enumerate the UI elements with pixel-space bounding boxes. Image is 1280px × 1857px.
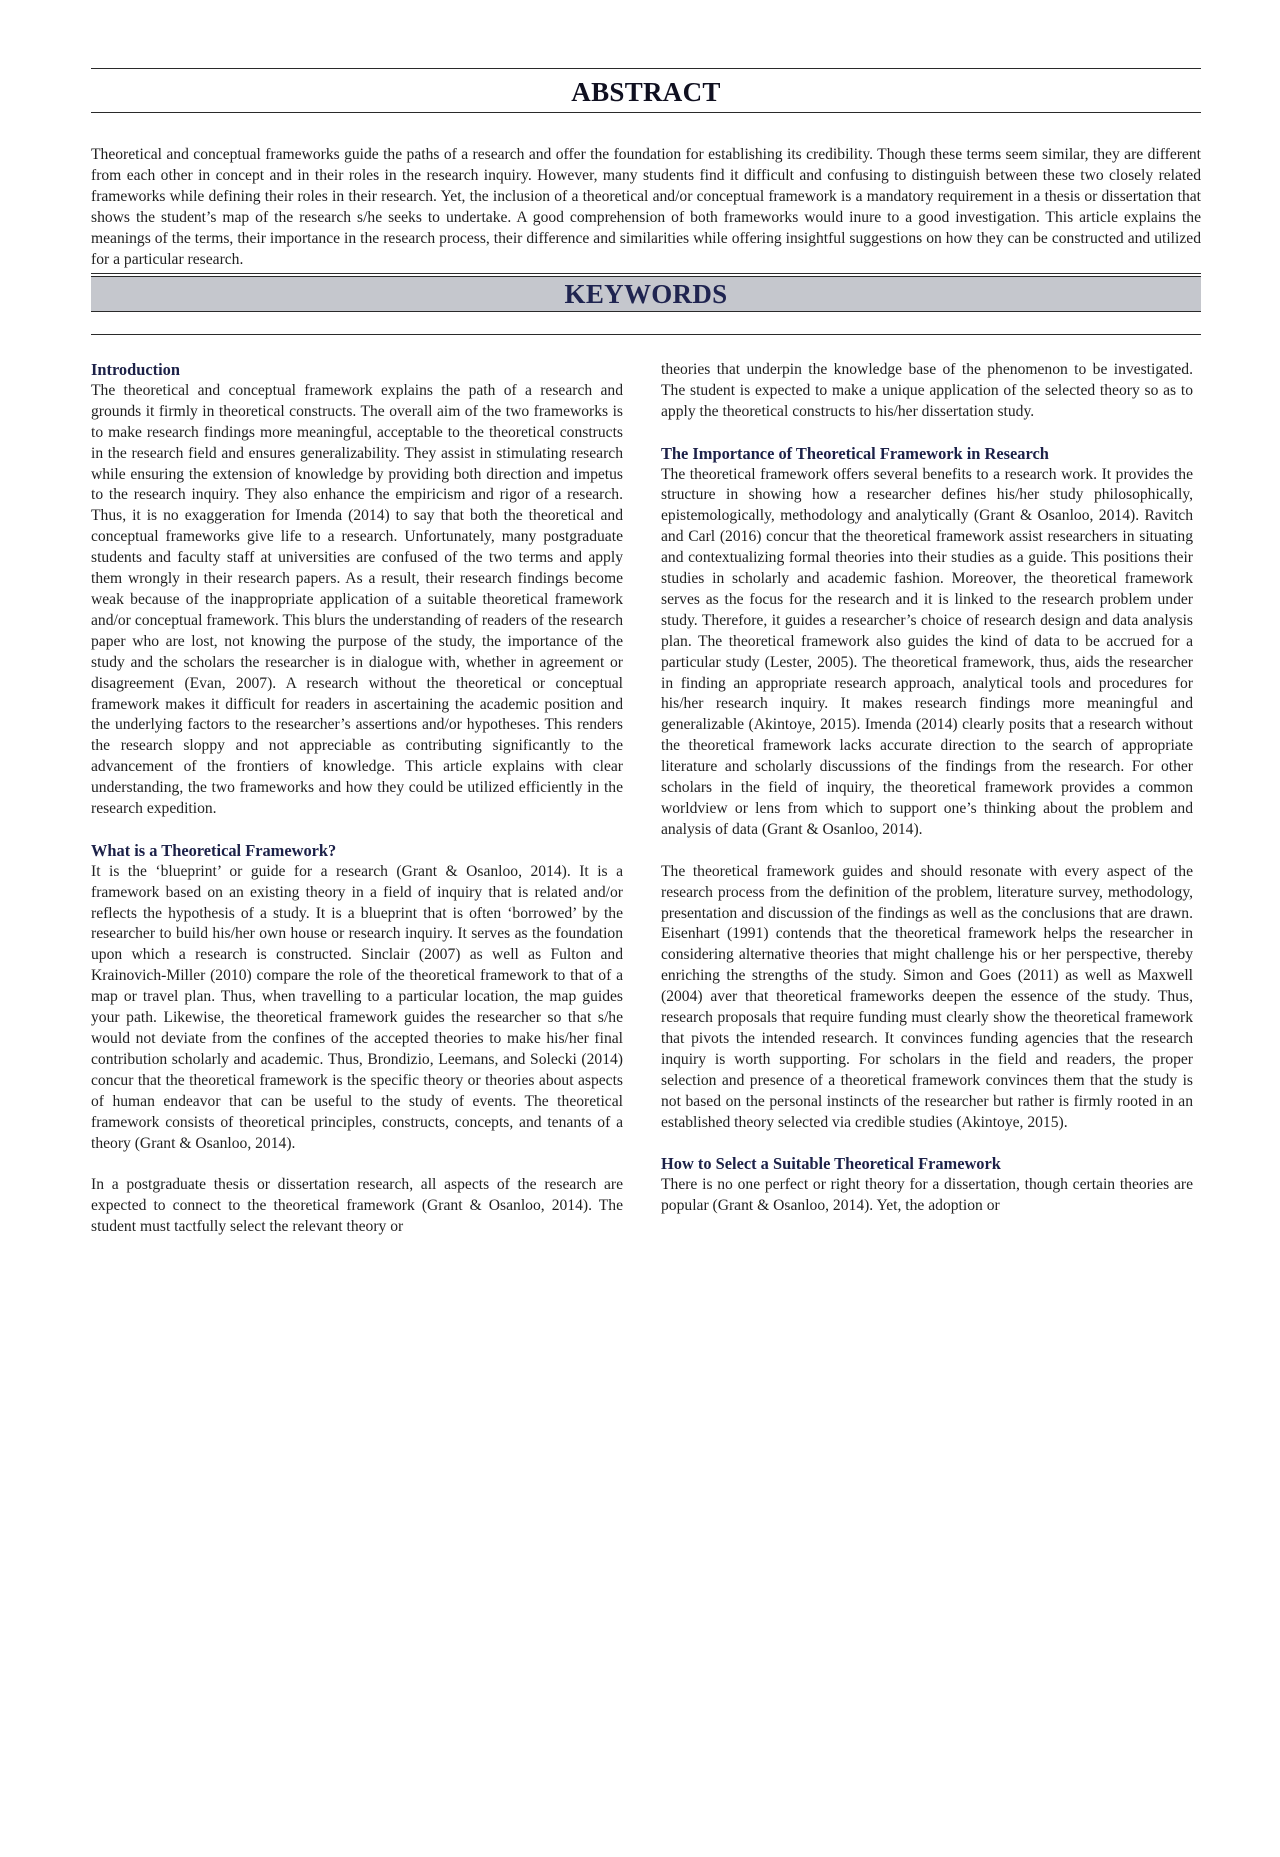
continued-paragraph: theories that underpin the knowledge base of the phenomenon to be investigated. The student is expected to make a unique application of the selected theory so as to apply the theoretical constructs to his/her dissertation study. [661, 361, 1193, 420]
abstract-text: Theoretical and conceptual frameworks guide the paths of a research and offer the foundation for establishing its credibility. Though these terms seem similar, they are different from each other in concept and in their roles in the research inquiry. However, many students find it difficult and confusing to distinguish between these two closely related frameworks while defining their roles in their research. Yet, the inclusion of a theoretical and/or conceptual framework is a mandatory requirement in a thesis or dissertation that shows the student’s map of the research s/he seeks to undertake. A good comprehension of both frameworks would inure to a good investigation. This article explains the meanings of the terms, their importance in the research process, their difference and similarities while offering insightful suggestions on how they can be constructed and utilized for a particular research. [91, 146, 1201, 268]
postgraduate-paragraph: In a postgraduate thesis or dissertation research, all aspects of the research are expected to connect to the theoretical framework (Grant & Osanloo, 2014). The student must tactfully select the relevant theory or [91, 1176, 623, 1236]
keywords-title: KEYWORDS [564, 279, 728, 310]
what-is-theoretical-framework-text: It is the ‘blueprint’ or guide for a research (Grant & Osanloo, 2014). It is a framework based on an existing theory in a field of inquiry that is related and/or reflects the hypothesis of a study. It is a blueprint that is often ‘borrowed’ by the researcher to build his/her own house or research inquiry. It serves as the foundation upon which a research is constructed. Sinclair (2007) as well as Fulton and Krainovich-Miller (2010) compare the role of the theoretical framework to that of a map or travel plan. Thus, when travelling to a particular location, the map guides your path. Likewise, the theoretical framework guides the researcher so that s/he would not deviate from the confines of the accepted theories to make his/her final contribution scholarly and academic. Thus, Brondizio, Leemans, and Solecki (2014) concur that the theoretical framework is the specific theory or theories about aspects of human endeavor that can be useful to the study of events. The theoretical framework consists of theoretical principles, constructs, concepts, and tenants of a theory (Grant & Osanloo, 2014). [91, 862, 623, 1152]
abstract-title-rule [91, 112, 1201, 113]
importance-text: The theoretical framework offers several benefits to a research work. It provides the structure in showing how a researcher defines his/her study philosophically, epistemologically, methodology and analytically (Grant & Osanloo, 2014). Ravitch and Carl (2016) concur that the theoretical framework assist researchers in situating and contextualizing formal theories into their studies as a guide. This positions their studies in scholarly and academic fashion. Moreover, the theoretical framework serves as the focus for the research and it is linked to the research problem under study. Therefore, it guides a researcher’s choice of research design and data analysis plan. The theoretical framework also guides the kind of data to be accrued for a particular study (Lester, 2005). The theoretical framework, thus, aids the researcher in finding an appropriate research approach, analytical tools and procedures for his/her research inquiry. It makes research findings more meaningful and generalizable (Akintoye, 2015). Imenda (2014) clearly posits that a research without the theoretical framework lacks accurate direction to the search of appropriate literature and scholarly discussions of the findings from the research. For other scholars in the field of inquiry, the theoretical framework provides a common worldview or lens from which to support one’s thinking about the problem and analysis of data (Grant & Osanloo, 2014). [661, 465, 1193, 838]
keywords-bottom-rule [91, 334, 1201, 335]
importance-heading: The Importance of Theoretical Framework in Research [661, 443, 1049, 463]
abstract-bottom-rule [91, 273, 1201, 274]
right-column [661, 360, 1193, 1217]
select-framework-text: There is no one perfect or right theory for a dissertation, though certain theories are popular (Grant & Osanloo, 2014). Yet, the adoption or [661, 1176, 1193, 1215]
introduction-heading: Introduction [91, 360, 180, 379]
keywords-band [91, 276, 1201, 312]
article-page [91, 68, 1201, 1236]
what-is-theoretical-framework-heading: What is a Theoretical Framework? [91, 840, 337, 860]
introduction-text: The theoretical and conceptual framework explains the path of a research and grounds it firmly in theoretical constructs. The overall aim of the two frameworks is to make research findings more meaningful, acceptable to the theoretical constructs in the research field and ensures generalizability. They assist in stimulating research while ensuring the extension of knowledge by providing both direction and impetus to the research inquiry. They also enhance the empiricism and rigor of a research. Thus, it is no exaggeration for Imenda (2014) to say that both the theoretical and conceptual frameworks give life to a research. Unfortunately, many postgraduate students and faculty staff at universities are confused of the two terms and apply them wrongly in their research papers. As a result, their research findings become weak because of the inappropriate application of a suitable theoretical framework and/or conceptual framework. This blurs the understanding of readers of the research paper who are lost, not knowing the purpose of the study, the importance of the study and the scholars the researcher is in dialogue with, whether in agreement or disagreement (Evan, 2007). A research without the theoretical or conceptual framework makes it difficult for readers in ascertaining the academic position and the underlying factors to the researcher’s assertions and/or hypotheses. This renders the research sloppy and not appreciable as contributing significantly to the advancement of the frontiers of knowledge. This article explains with clear understanding, the two frameworks and how they could be utilized efficiently in the research expedition. [91, 381, 623, 818]
left-column [91, 360, 623, 1238]
top-rule [91, 68, 1201, 69]
abstract-title: ABSTRACT [571, 77, 721, 107]
guides-paragraph: The theoretical framework guides and should resonate with every aspect of the research process from the definition of the problem, literature survey, methodology, presentation and discussion of the findings as well as the conclusions that are drawn. Eisenhart (1991) contends that the theoretical framework helps the researcher in considering alternative theories that might challenge his or her perspective, thereby enriching the strengths of the study. Simon and Goes (2011) as well as Maxwell (2004) aver that theoretical frameworks deepen the essence of the study. Thus, research proposals that require funding must clearly show the theoretical framework that pivots the intended research. It convinces funding agencies that the research inquiry is worth supporting. For scholars in the field and readers, the proper selection and presence of a theoretical framework convinces them that the study is not based on the personal instincts of the researcher but rather is firmly rooted in an established theory selected via credible studies (Akintoye, 2015). [661, 862, 1193, 1131]
select-framework-heading: How to Select a Suitable Theoretical Framework [661, 1154, 1001, 1174]
